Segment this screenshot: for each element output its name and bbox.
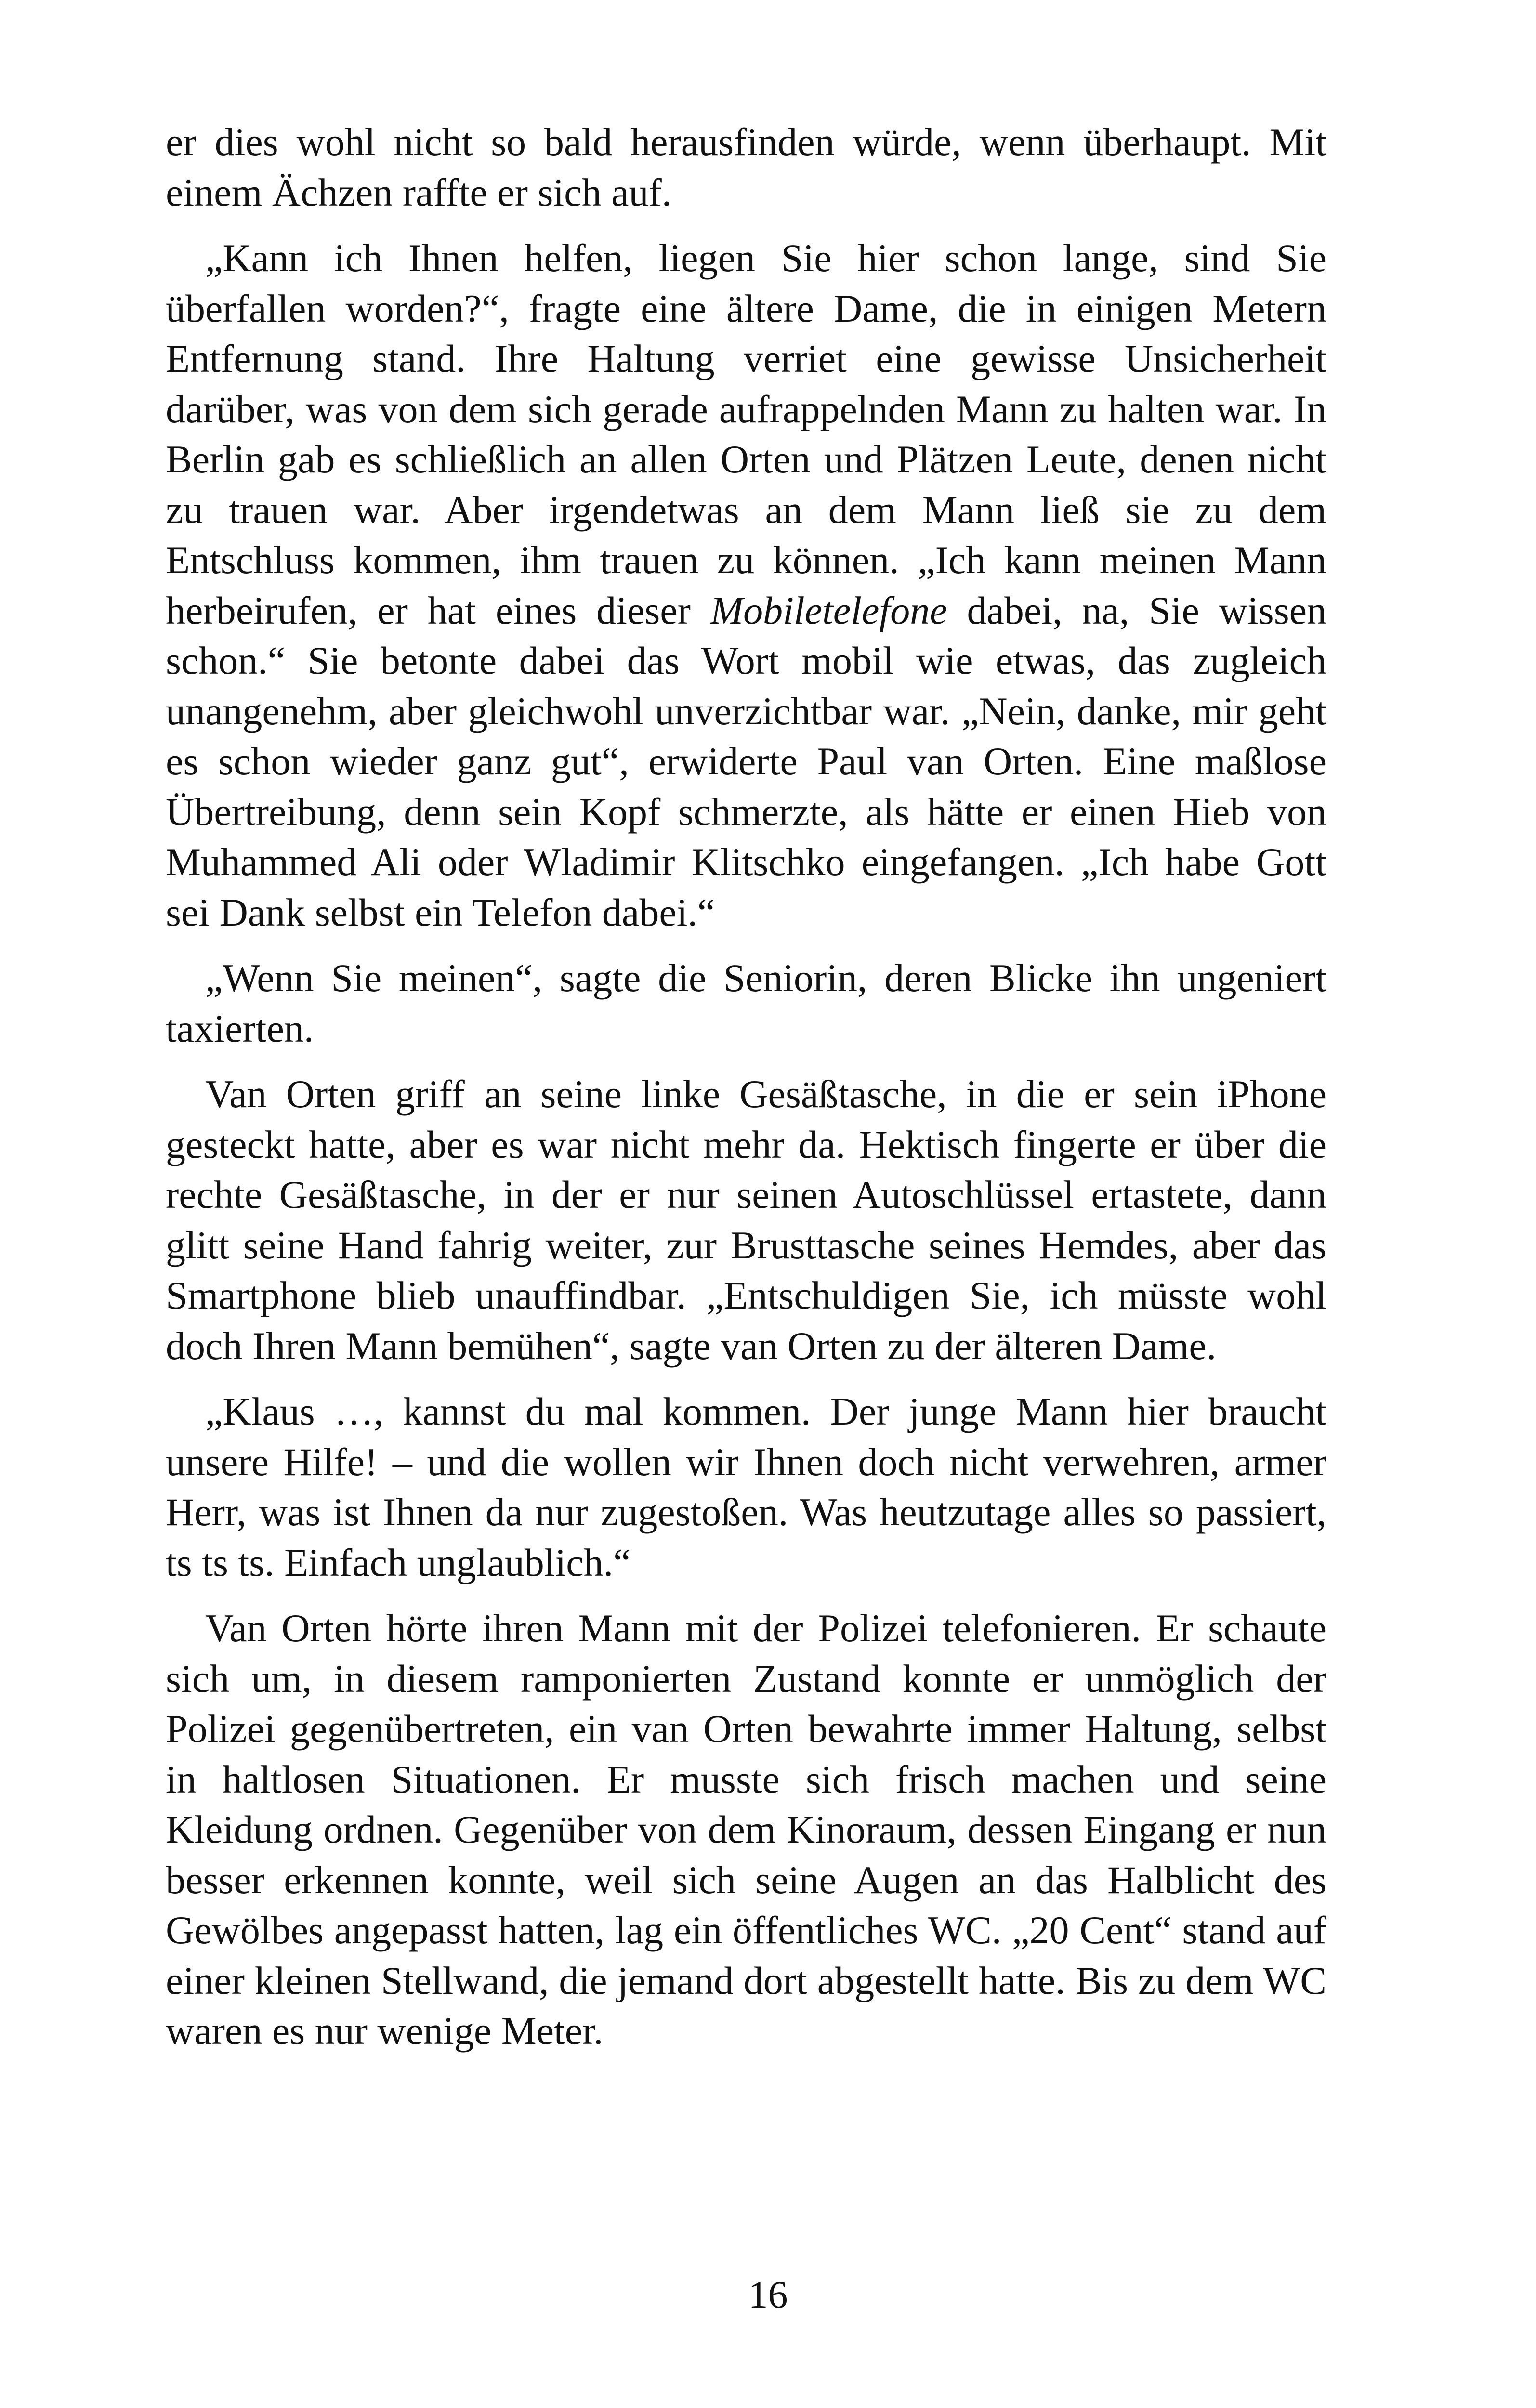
paragraph-3: „Wenn Sie meinen“, sagte die Seniorin, deren Blicke ihn ungeniert taxierten. bbox=[166, 956, 1326, 1050]
paragraph-6: Van Orten hörte ihren Mann mit der Polizei telefonieren. Er schaute sich um, in diesem ramponierten Zustand konnte er unmöglich der Polizei gegenübertreten, ein van Orten bewahrte immer Haltung, selbst in haltlosen Situationen. Er musste sich frisch machen und seine Kleidung ordnen. Gegenüber von dem Kinoraum, dessen Eingang er nun besser erkennen konnte, weil sich seine Augen an das Halblicht des Gewölbes angepasst hatten, lag ein öffentliches WC. „20 Cent“ stand auf einer kleinen Stellwand, die jemand dort abgestellt hatte. Bis zu dem WC waren es nur wenige Meter. bbox=[166, 1606, 1326, 2053]
page-body bbox=[166, 117, 1326, 2056]
paragraph-5: „Klaus …, kannst du mal kommen. Der junge Mann hier braucht unsere Hilfe! – und die wollen wir Ihnen doch nicht verwehren, armer Herr, was ist Ihnen da nur zugestoßen. Was heutzutage alles so passiert, ts ts ts. Einfach unglaublich.“ bbox=[166, 1389, 1326, 1584]
paragraph-4: Van Orten griff an seine linke Gesäßtasche, in die er sein iPhone gesteckt hatte, aber es war nicht mehr da. Hektisch fingerte er über die rechte Gesäßtasche, in der er nur seinen Autoschlüssel ertastete, dann glitt seine Hand fahrig weiter, zur Brusttasche seines Hemdes, aber das Smartphone blieb unauffindbar. „Entschuldigen Sie, ich müsste wohl doch Ihren Mann bemühen“, sagte van Orten zu der älteren Dame. bbox=[166, 1072, 1326, 1368]
page-number: 16 bbox=[748, 2273, 788, 2316]
paragraph-1: er dies wohl nicht so bald herausfinden würde, wenn überhaupt. Mit einem Ächzen raffte er sich auf. bbox=[166, 120, 1326, 214]
paragraph-2: „Kann ich Ihnen helfen, liegen Sie hier schon lange, sind Sie überfallen worden?“, fragte eine ältere Dame, die in einigen Metern Entfernung stand. Ihre Haltung verriet eine gewisse Unsicherheit darüber, was von dem sich gerade aufrappelnden Mann zu halten war. In Berlin gab es schließlich an allen Orten und Plätzen Leute, denen nicht zu trauen war. Aber irgendetwas an dem Mann ließ sie zu dem Entschluss kommen, ihm trauen zu können. „Ich kann meinen Mann herbeirufen, er hat eines dieser Mobiletelefone dabei, na, Sie wissen schon.“ Sie betonte dabei das Wort mobil wie etwas, das zugleich unangenehm, aber gleichwohl unverzichtbar war. „Nein, danke, mir geht es schon wieder ganz gut“, erwiderte Paul van Orten. Eine maßlose Übertreibung, denn sein Kopf schmerzte, als hätte er einen Hieb von Muhammed Ali oder Wladimir Klitschko eingefangen. „Ich habe Gott sei Dank selbst ein Telefon dabei.“ bbox=[166, 236, 1327, 934]
italic-emphasis: Mobiletelefone bbox=[710, 588, 947, 632]
